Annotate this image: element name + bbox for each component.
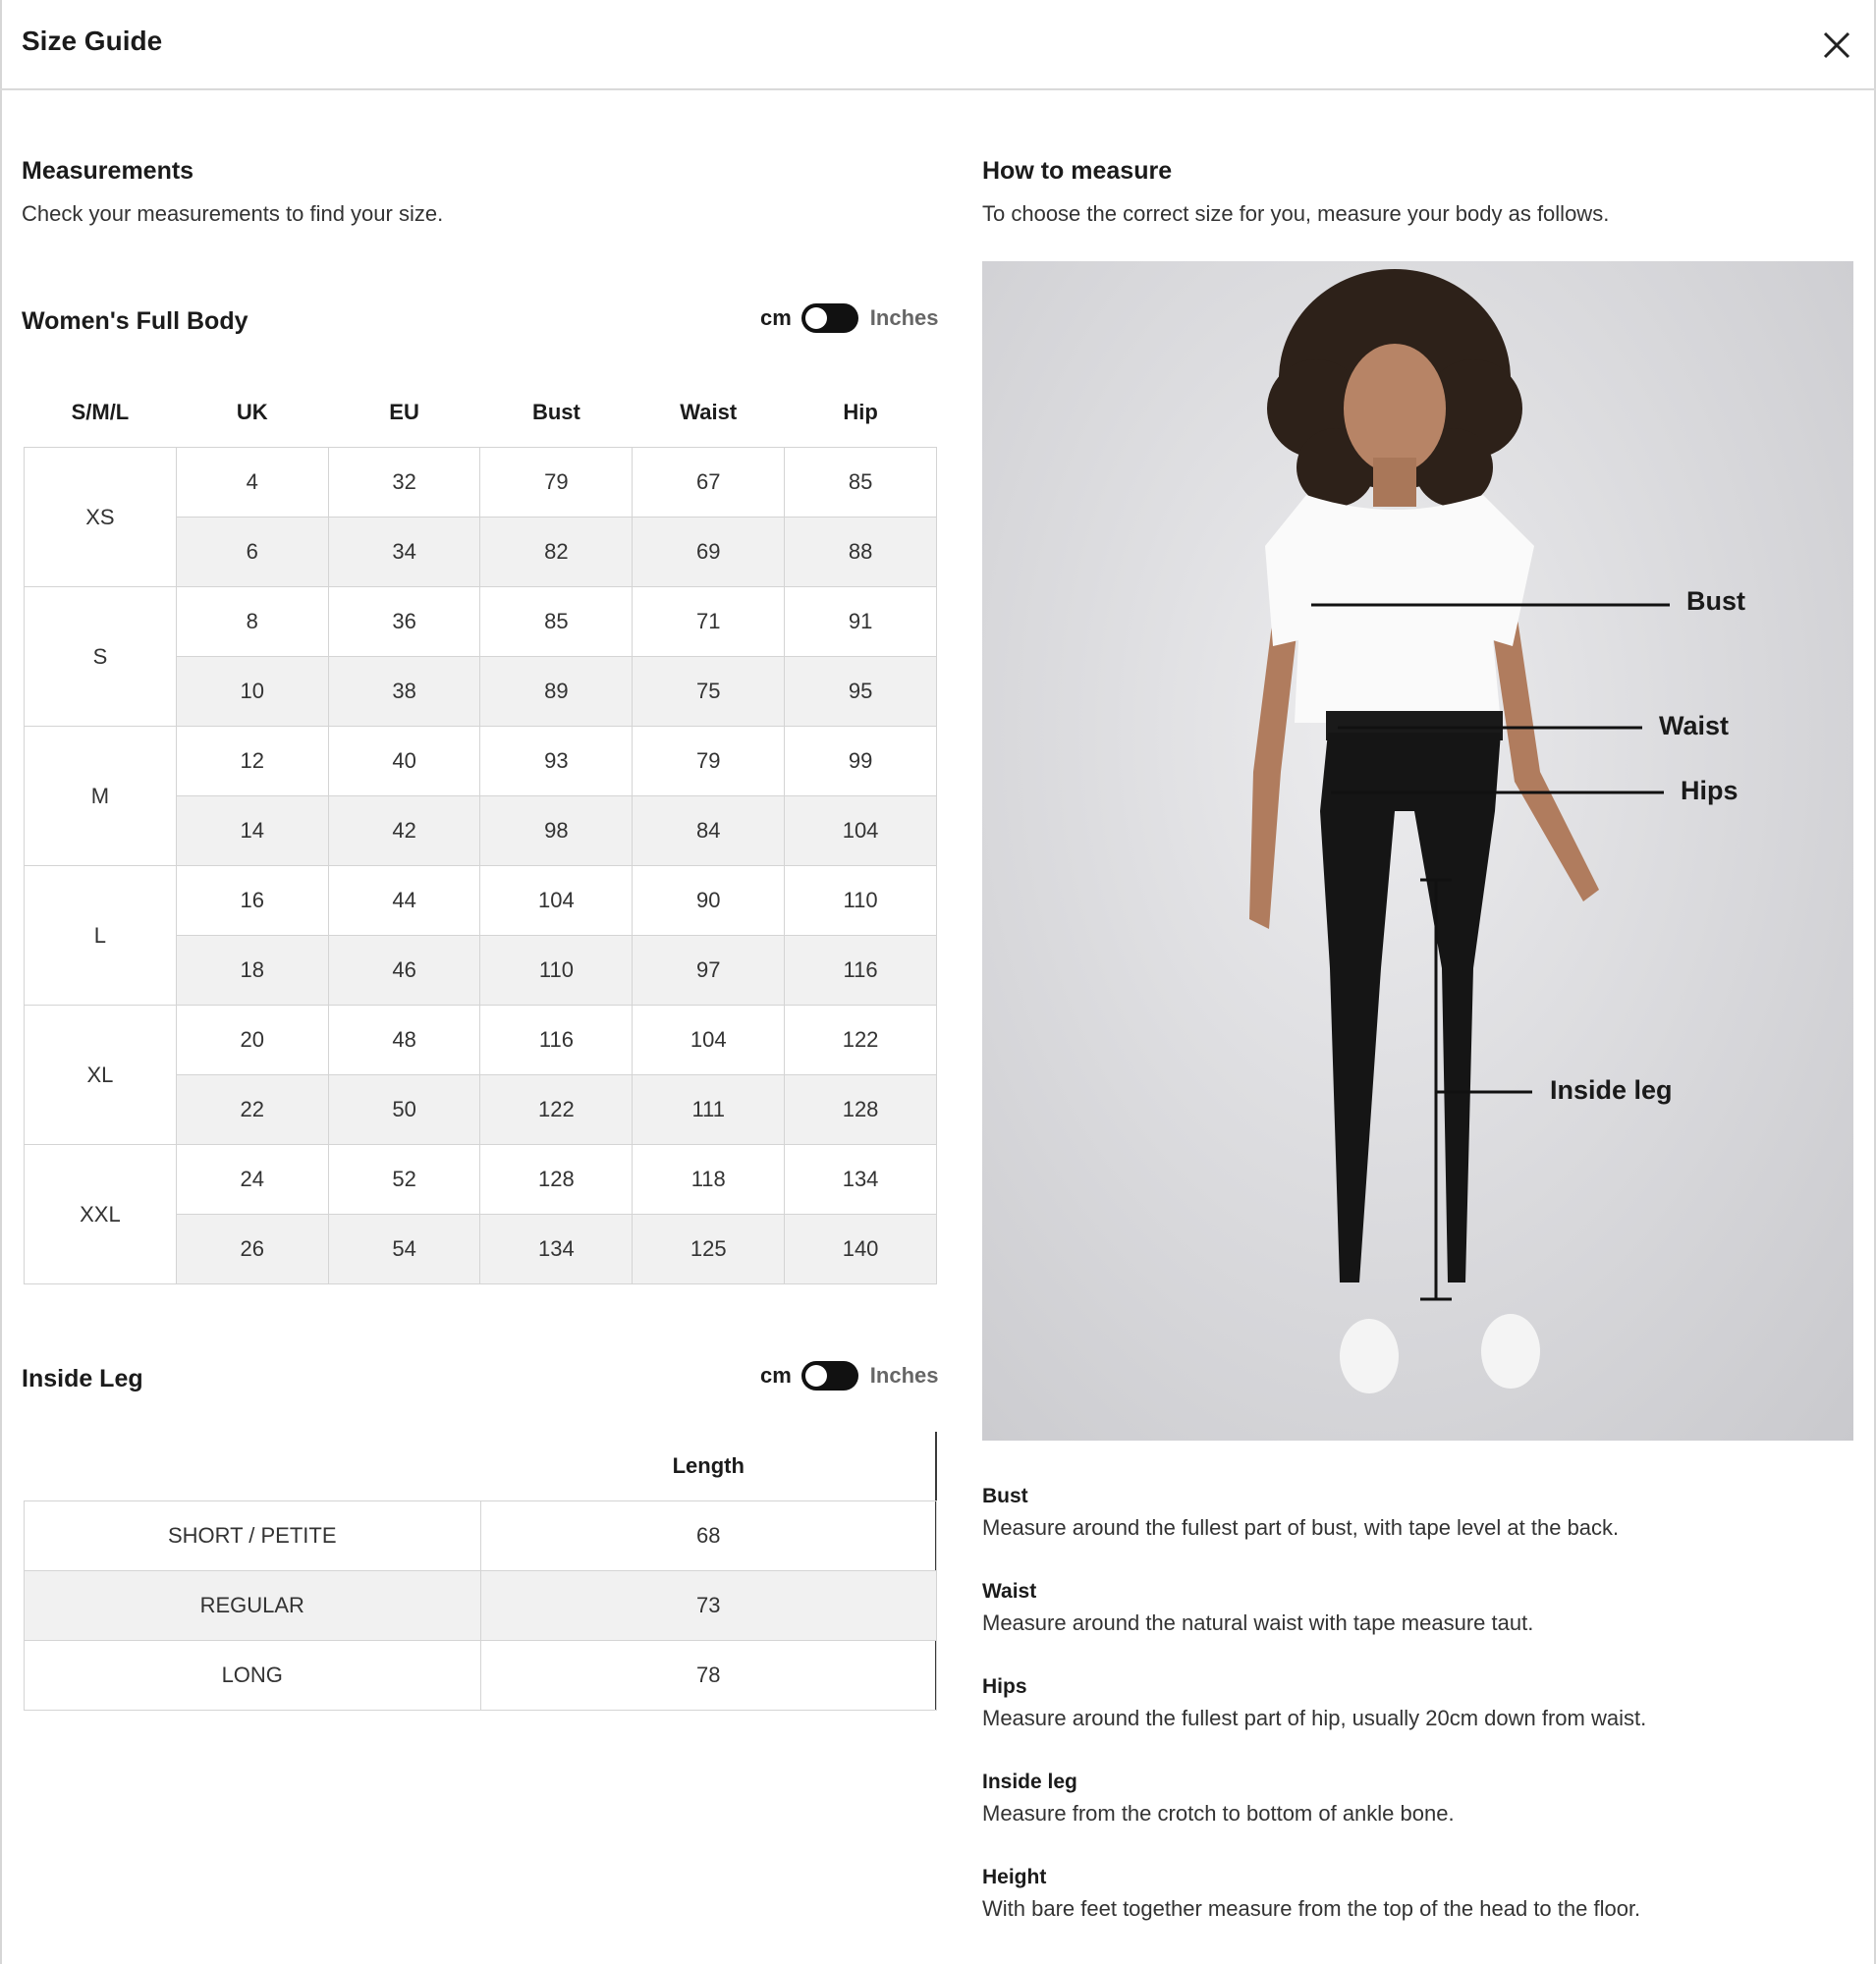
table-cell: 36 xyxy=(328,587,480,657)
table-cell: 24 xyxy=(176,1145,328,1215)
table-cell: 93 xyxy=(480,727,633,796)
full-body-title: Women's Full Body xyxy=(22,307,248,335)
table-cell: 85 xyxy=(480,587,633,657)
table-row xyxy=(25,727,937,796)
table-cell: 14 xyxy=(176,796,328,866)
table-cell: 99 xyxy=(785,727,937,796)
table-header-row xyxy=(25,378,937,448)
leg-length-value: 73 xyxy=(480,1571,937,1641)
size-group-label: S xyxy=(25,587,177,727)
column-header: UK xyxy=(176,378,328,448)
hips-description-title: Hips xyxy=(982,1675,1027,1698)
unit-cm-label: cm xyxy=(760,305,792,330)
how-to-measure-subtext: To choose the correct size for you, measure your body as follows. xyxy=(982,201,1610,226)
table-cell: 97 xyxy=(633,936,785,1006)
table-cell: 32 xyxy=(328,448,480,518)
unit-inches-label: Inches xyxy=(869,1363,939,1388)
table-cell: 54 xyxy=(328,1215,480,1284)
table-header-row xyxy=(25,1432,937,1501)
table-cell: 122 xyxy=(785,1006,937,1075)
inside-leg-description-text: Measure from the crotch to bottom of ankle bone. xyxy=(982,1801,1455,1826)
switch-knob xyxy=(805,1365,827,1387)
bust-description-title: Bust xyxy=(982,1485,1028,1507)
modal-border-left xyxy=(0,0,2,1964)
column-header: EU xyxy=(328,378,480,448)
measurements-heading: Measurements xyxy=(22,157,194,185)
table-cell: 118 xyxy=(633,1145,785,1215)
table-cell: 128 xyxy=(785,1075,937,1145)
table-cell: 110 xyxy=(480,936,633,1006)
table-cell: 90 xyxy=(633,866,785,936)
table-cell: 79 xyxy=(480,448,633,518)
table-cell: 4 xyxy=(176,448,328,518)
how-to-measure-heading: How to measure xyxy=(982,157,1173,185)
table-cell: 111 xyxy=(633,1075,785,1145)
switch-knob xyxy=(805,307,827,329)
close-button[interactable] xyxy=(1819,27,1854,63)
modal-header xyxy=(0,0,1876,90)
hips-description-text: Measure around the fullest part of hip, usually 20cm down from waist. xyxy=(982,1706,1647,1730)
table-cell: 104 xyxy=(785,796,937,866)
column-header: Waist xyxy=(633,378,785,448)
table-cell: 84 xyxy=(633,796,785,866)
column-header-empty xyxy=(25,1432,481,1501)
table-cell: 67 xyxy=(633,448,785,518)
table-cell: 44 xyxy=(328,866,480,936)
table-cell: 52 xyxy=(328,1145,480,1215)
table-cell: 125 xyxy=(633,1215,785,1284)
unit-inches-label: Inches xyxy=(869,305,939,330)
leg-length-label: REGULAR xyxy=(25,1571,481,1641)
table-row xyxy=(25,1571,937,1641)
table-cell: 46 xyxy=(328,936,480,1006)
table-cell: 38 xyxy=(328,657,480,727)
table-cell: 16 xyxy=(176,866,328,936)
table-cell: 79 xyxy=(633,727,785,796)
model-illustration xyxy=(982,261,1853,1441)
table-cell: 40 xyxy=(328,727,480,796)
size-group-label: M xyxy=(25,727,177,866)
table-cell: 6 xyxy=(176,518,328,587)
table-cell: 95 xyxy=(785,657,937,727)
table-row xyxy=(25,1501,937,1571)
table-cell: 82 xyxy=(480,518,633,587)
table-row xyxy=(25,1641,937,1711)
bust-label: Bust xyxy=(1686,586,1745,616)
table-row xyxy=(25,448,937,518)
table-cell: 42 xyxy=(328,796,480,866)
table-cell: 128 xyxy=(480,1145,633,1215)
table-row xyxy=(25,1006,937,1075)
table-cell: 89 xyxy=(480,657,633,727)
size-group-label: XXL xyxy=(25,1145,177,1284)
full-body-unit-toggle xyxy=(760,301,939,335)
table-cell: 26 xyxy=(176,1215,328,1284)
table-cell: 10 xyxy=(176,657,328,727)
unit-switch[interactable] xyxy=(801,1361,858,1391)
height-description-title: Height xyxy=(982,1866,1047,1888)
table-cell: 50 xyxy=(328,1075,480,1145)
column-header: Hip xyxy=(785,378,937,448)
size-group-label: XL xyxy=(25,1006,177,1145)
table-cell: 134 xyxy=(480,1215,633,1284)
full-body-size-table xyxy=(24,378,937,1284)
inside-leg-title: Inside Leg xyxy=(22,1365,143,1392)
table-row xyxy=(25,1145,937,1215)
unit-cm-label: cm xyxy=(760,1363,792,1388)
leg-length-value: 78 xyxy=(480,1641,937,1711)
unit-switch[interactable] xyxy=(801,303,858,333)
table-cell: 88 xyxy=(785,518,937,587)
measurements-subtext: Check your measurements to find your size. xyxy=(22,201,444,226)
table-cell: 75 xyxy=(633,657,785,727)
waist-description-text: Measure around the natural waist with tape measure taut. xyxy=(982,1610,1534,1635)
column-header: Bust xyxy=(480,378,633,448)
table-cell: 104 xyxy=(480,866,633,936)
inside-leg-unit-toggle xyxy=(760,1359,939,1392)
table-cell: 110 xyxy=(785,866,937,936)
table-cell: 34 xyxy=(328,518,480,587)
modal-title: Size Guide xyxy=(22,26,163,56)
inside-leg-table xyxy=(24,1432,937,1711)
table-cell: 85 xyxy=(785,448,937,518)
table-cell: 22 xyxy=(176,1075,328,1145)
column-header: Length xyxy=(672,1453,745,1478)
hips-label: Hips xyxy=(1681,776,1738,805)
table-cell: 116 xyxy=(480,1006,633,1075)
table-cell: 71 xyxy=(633,587,785,657)
table-cell: 48 xyxy=(328,1006,480,1075)
table-cell: 91 xyxy=(785,587,937,657)
table-cell: 8 xyxy=(176,587,328,657)
inside-leg-description-title: Inside leg xyxy=(982,1771,1077,1793)
table-cell: 98 xyxy=(480,796,633,866)
measurement-guide-image xyxy=(982,261,1853,1441)
leg-length-value: 68 xyxy=(480,1501,937,1571)
table-cell: 122 xyxy=(480,1075,633,1145)
table-cell: 134 xyxy=(785,1145,937,1215)
table-cell: 140 xyxy=(785,1215,937,1284)
height-description-text: With bare feet together measure from the top of the head to the floor. xyxy=(982,1896,1641,1921)
column-header: S/M/L xyxy=(25,378,177,448)
waist-description-title: Waist xyxy=(982,1580,1037,1603)
leg-length-label: SHORT / PETITE xyxy=(25,1501,481,1571)
table-row xyxy=(25,587,937,657)
table-row xyxy=(25,866,937,936)
table-cell: 12 xyxy=(176,727,328,796)
close-icon xyxy=(1819,27,1854,63)
table-cell: 104 xyxy=(633,1006,785,1075)
bust-description-text: Measure around the fullest part of bust, with tape level at the back. xyxy=(982,1515,1620,1540)
table-cell: 20 xyxy=(176,1006,328,1075)
table-cell: 116 xyxy=(785,936,937,1006)
table-cell: 69 xyxy=(633,518,785,587)
table-cell: 18 xyxy=(176,936,328,1006)
inside-leg-label: Inside leg xyxy=(1550,1075,1673,1105)
waist-label: Waist xyxy=(1659,711,1730,740)
leg-length-label: LONG xyxy=(25,1641,481,1711)
size-group-label: L xyxy=(25,866,177,1006)
size-group-label: XS xyxy=(25,448,177,587)
